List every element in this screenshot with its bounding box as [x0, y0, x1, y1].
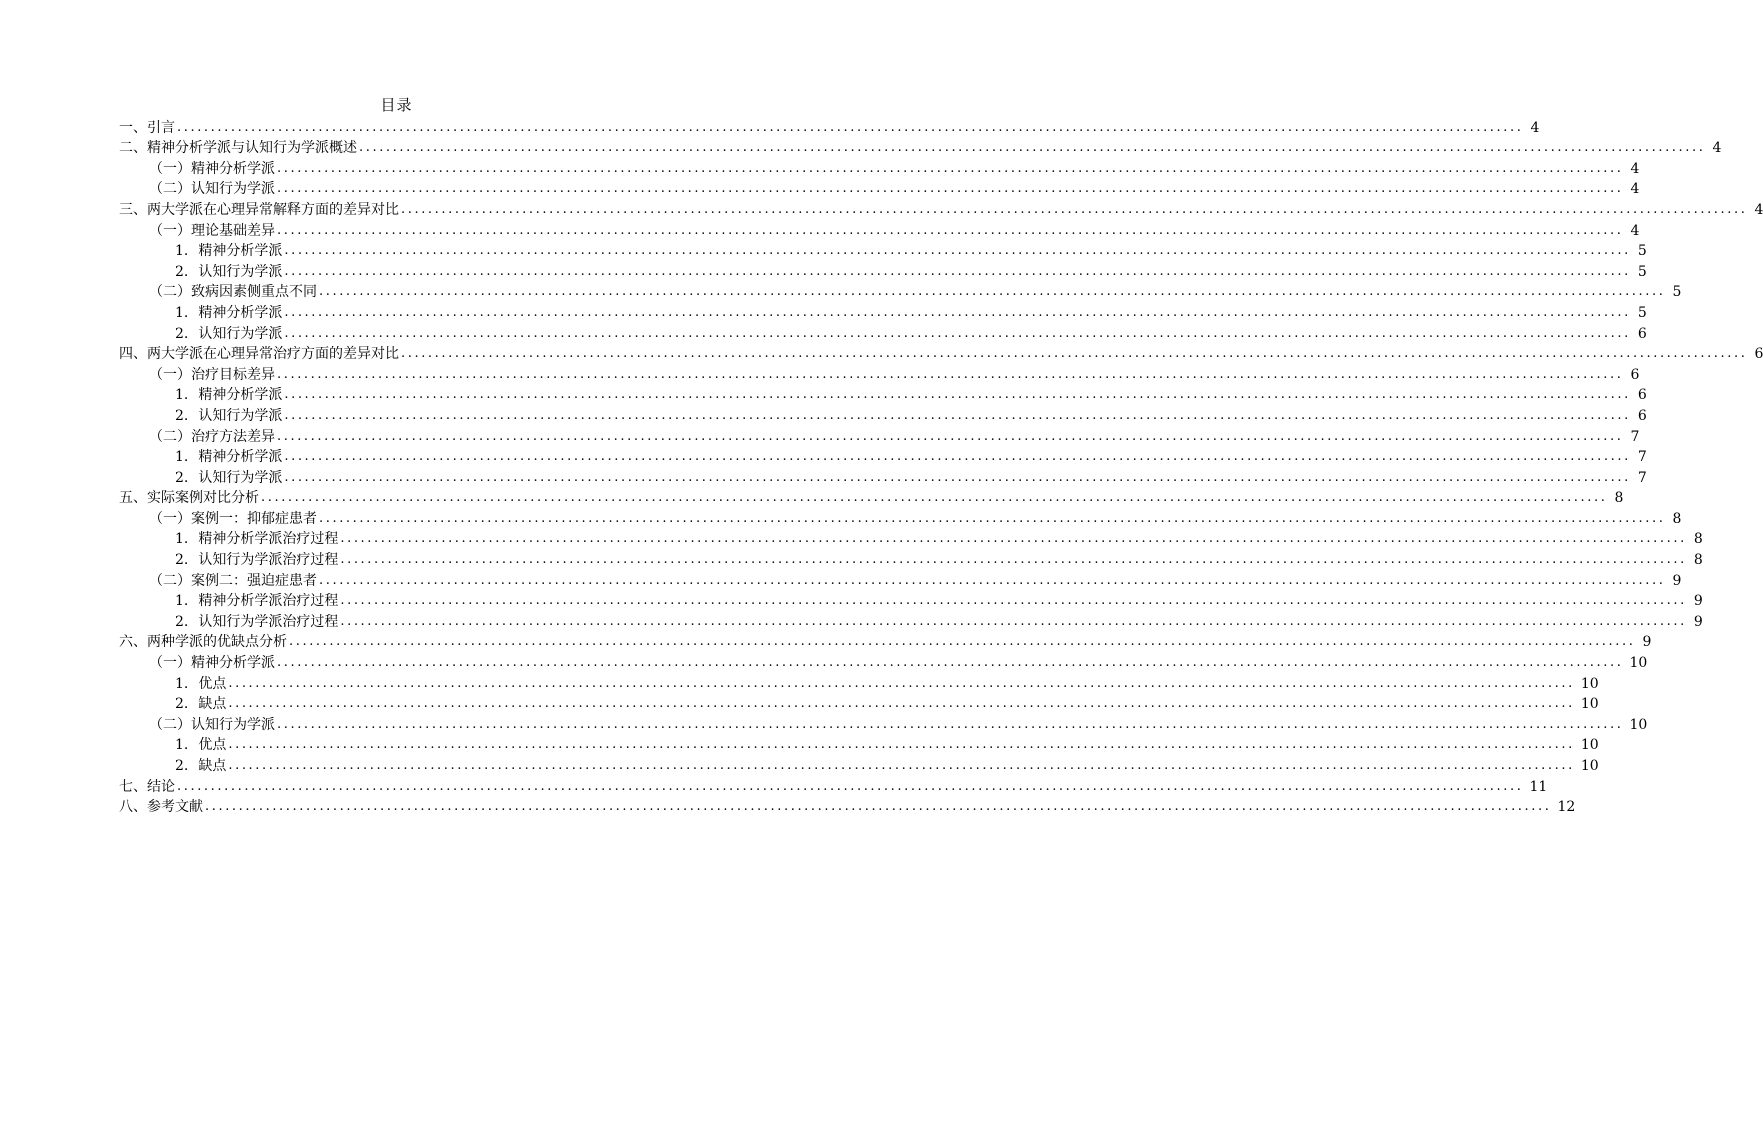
toc-leader-dots: ........................................................................................................................................................................................................ — [205, 799, 1552, 815]
toc-entry-number: 2. — [175, 552, 189, 569]
toc-entry-label: 四、两大学派在心理异常治疗方面的差异对比 — [119, 346, 399, 363]
toc-entry-label: 三、两大学派在心理异常解释方面的差异对比 — [119, 201, 399, 218]
toc-page-number: 5 — [1637, 243, 1647, 260]
toc-entry-label: （二）认知行为学派 — [149, 181, 275, 198]
toc-entry[interactable] — [119, 261, 1647, 282]
toc-entry-text — [175, 674, 226, 694]
toc-entry-label: 一、引言 — [119, 119, 175, 136]
toc-leader-dots: ........................................................................................................................................................................................................ — [340, 552, 1687, 568]
toc-entry[interactable] — [119, 488, 1624, 509]
toc-entry-number: 2. — [175, 613, 189, 630]
toc-entry-number: 1. — [175, 737, 189, 754]
toc-entry-number: 2. — [175, 696, 189, 713]
toc-page-number: 6 — [1630, 366, 1640, 383]
toc-entry-text — [149, 179, 275, 199]
toc-leader-dots: ........................................................................................................................................................................................................ — [228, 737, 1575, 753]
toc-entry-label: （一）精神分析学派 — [149, 160, 275, 177]
toc-entry[interactable] — [119, 652, 1648, 673]
toc-page-number: 5 — [1637, 304, 1647, 321]
toc-entry-number: 2. — [175, 758, 189, 774]
toc-entry[interactable] — [119, 714, 1648, 735]
toc-entry-label: 精神分析学派 — [198, 387, 283, 404]
toc-leader-dots: ........................................................................................................................................................................................................ — [284, 449, 1631, 465]
toc-entry[interactable] — [119, 591, 1703, 612]
toc-entry[interactable] — [119, 694, 1599, 715]
toc-leader-dots: ........................................................................................................................................................................................................ — [177, 119, 1524, 135]
table-of-contents — [119, 117, 1763, 817]
toc-page-number: 9 — [1693, 593, 1703, 610]
toc-entry-label: 五、实际案例对比分析 — [119, 490, 259, 507]
toc-entry-label: 认知行为学派 — [198, 325, 283, 342]
toc-entry[interactable] — [119, 385, 1647, 406]
toc-entry-label: 二、精神分析学派与认知行为学派概述 — [119, 140, 357, 157]
toc-entry-text — [175, 529, 338, 549]
toc-entry[interactable] — [119, 138, 1722, 159]
toc-entry-label: （一）精神分析学派 — [149, 655, 275, 672]
toc-entry-text — [175, 550, 338, 570]
toc-entry-text — [119, 488, 259, 508]
toc-entry[interactable] — [119, 735, 1599, 756]
toc-entry[interactable] — [119, 117, 1540, 138]
toc-page-number: 7 — [1630, 428, 1640, 445]
toc-entry-number: 1. — [175, 387, 189, 404]
toc-entry-text — [149, 159, 275, 179]
toc-entry-number: 2. — [175, 325, 189, 342]
toc-page-number: 4 — [1630, 181, 1640, 198]
toc-entry[interactable] — [119, 797, 1576, 818]
toc-entry-label: 认知行为学派治疗过程 — [198, 613, 339, 630]
toc-entry-label: 六、两种学派的优缺点分析 — [119, 634, 287, 651]
toc-entry[interactable] — [119, 199, 1763, 220]
toc-entry-label: 精神分析学派 — [198, 304, 283, 321]
toc-page-number: 4 — [1754, 201, 1763, 218]
toc-entry-label: （二）案例二：强迫症患者 — [149, 572, 317, 589]
toc-entry-text — [149, 715, 275, 735]
toc-entry[interactable] — [119, 508, 1682, 529]
toc-entry-text — [119, 344, 399, 364]
toc-entry-label: 优点 — [198, 737, 227, 754]
toc-page-number: 12 — [1557, 799, 1576, 816]
toc-entry[interactable] — [119, 426, 1640, 447]
toc-page-number: 4 — [1630, 160, 1640, 177]
toc-page-number: 4 — [1630, 222, 1640, 239]
toc-entry[interactable] — [119, 570, 1682, 591]
toc-leader-dots: ........................................................................................................................................................................................................ — [401, 201, 1748, 217]
toc-entry-label: 精神分析学派治疗过程 — [198, 593, 339, 610]
toc-leader-dots: ........................................................................................................................................................................................................ — [340, 531, 1687, 547]
toc-entry-label: 认知行为学派治疗过程 — [198, 552, 339, 569]
toc-entry[interactable] — [119, 673, 1599, 694]
toc-entry-label: 精神分析学派 — [198, 449, 283, 466]
toc-page-number: 4 — [1530, 119, 1540, 136]
toc-page-number: 5 — [1637, 263, 1647, 280]
toc-entry-text — [149, 509, 317, 529]
toc-leader-dots: ........................................................................................................................................................................................................ — [359, 140, 1706, 156]
toc-entry-number: 1. — [175, 449, 189, 466]
toc-entry-number: 2. — [175, 469, 189, 486]
toc-entry-label: 缺点 — [198, 696, 227, 713]
toc-leader-dots: ........................................................................................................................................................................................................ — [319, 572, 1666, 588]
toc-entry-text — [175, 735, 226, 755]
toc-page-number: 9 — [1642, 634, 1652, 651]
toc-entry[interactable] — [119, 405, 1647, 426]
toc-page-number: 6 — [1637, 387, 1647, 404]
toc-entry[interactable] — [119, 776, 1548, 797]
toc-entry-label: （二）致病因素侧重点不同 — [149, 284, 317, 301]
toc-entry[interactable] — [119, 179, 1640, 200]
toc-entry-text — [175, 262, 282, 282]
toc-entry-text — [175, 694, 226, 714]
toc-entry[interactable] — [119, 241, 1647, 262]
toc-entry-text — [119, 138, 357, 158]
toc-page-number: 4 — [1712, 140, 1722, 157]
toc-entry[interactable] — [119, 447, 1647, 468]
toc-page-number: 10 — [1580, 758, 1599, 774]
toc-entry-text — [149, 653, 275, 673]
toc-leader-dots: ........................................................................................................................................................................................................ — [177, 778, 1524, 794]
toc-entry-text — [175, 324, 282, 344]
toc-entry-text — [149, 365, 275, 385]
toc-leader-dots: ........................................................................................................................................................................................................ — [289, 634, 1636, 650]
toc-entry-text — [149, 221, 275, 241]
toc-entry-label: 认知行为学派 — [198, 407, 283, 424]
toc-leader-dots: ........................................................................................................................................................................................................ — [284, 243, 1631, 259]
toc-leader-dots: ........................................................................................................................................................................................................ — [277, 181, 1624, 197]
toc-entry-text — [149, 282, 317, 302]
toc-entry-text — [175, 447, 282, 467]
toc-entry-label: （一）理论基础差异 — [149, 222, 275, 239]
toc-entry[interactable] — [119, 611, 1703, 632]
toc-leader-dots: ........................................................................................................................................................................................................ — [277, 428, 1624, 444]
toc-entry[interactable] — [119, 220, 1640, 241]
toc-entry-text — [175, 385, 282, 405]
toc-page-number: 6 — [1637, 325, 1647, 342]
toc-entry-text — [119, 797, 203, 817]
toc-page-number: 7 — [1637, 469, 1647, 486]
toc-entry-text — [175, 591, 338, 611]
toc-entry-label: （二）治疗方法差异 — [149, 428, 275, 445]
toc-entry-label: （二）认知行为学派 — [149, 716, 275, 733]
toc-entry-number: 1. — [175, 531, 189, 548]
toc-entry-label: 八、参考文献 — [119, 799, 203, 816]
toc-entry[interactable] — [119, 755, 1599, 776]
toc-entry-label: 缺点 — [198, 758, 227, 774]
toc-page-number: 10 — [1580, 737, 1599, 754]
toc-entry-text — [119, 777, 175, 797]
toc-leader-dots: ........................................................................................................................................................................................................ — [228, 675, 1575, 691]
toc-entry[interactable] — [119, 632, 1652, 653]
toc-entry-text — [119, 632, 287, 652]
toc-leader-dots: ........................................................................................................................................................................................................ — [228, 758, 1575, 773]
toc-page-number: 6 — [1637, 407, 1647, 424]
toc-page-number: 6 — [1754, 346, 1763, 363]
toc-entry[interactable] — [119, 158, 1640, 179]
toc-leader-dots: ........................................................................................................................................................................................................ — [277, 160, 1624, 176]
toc-page-number: 5 — [1672, 284, 1682, 301]
toc-page-number: 10 — [1629, 716, 1648, 733]
toc-leader-dots: ........................................................................................................................................................................................................ — [284, 263, 1631, 279]
toc-entry-text — [119, 200, 399, 220]
toc-leader-dots: ........................................................................................................................................................................................................ — [340, 593, 1687, 609]
toc-entry-number: 2. — [175, 263, 189, 280]
toc-entry-number: 2. — [175, 407, 189, 424]
toc-entry[interactable] — [119, 529, 1703, 550]
toc-entry[interactable] — [119, 282, 1682, 303]
toc-entry-text — [175, 406, 282, 426]
toc-entry[interactable] — [119, 364, 1640, 385]
toc-entry[interactable] — [119, 549, 1703, 570]
toc-leader-dots: ........................................................................................................................................................................................................ — [277, 655, 1624, 671]
toc-leader-dots: ........................................................................................................................................................................................................ — [319, 510, 1666, 526]
toc-entry-text — [175, 241, 282, 261]
toc-entry-label: 认知行为学派 — [198, 469, 283, 486]
toc-entry-label: 七、结论 — [119, 778, 175, 795]
toc-entry-number: 1. — [175, 304, 189, 321]
toc-leader-dots: ........................................................................................................................................................................................................ — [340, 613, 1687, 629]
toc-page-number: 8 — [1672, 510, 1682, 527]
toc-page-number: 10 — [1580, 675, 1599, 692]
toc-entry[interactable] — [119, 323, 1647, 344]
toc-entry-label: 认知行为学派 — [198, 263, 283, 280]
toc-entry[interactable] — [119, 344, 1763, 365]
toc-leader-dots: ........................................................................................................................................................................................................ — [228, 696, 1575, 712]
toc-leader-dots: ........................................................................................................................................................................................................ — [277, 366, 1624, 382]
toc-leader-dots: ........................................................................................................................................................................................................ — [277, 222, 1624, 238]
toc-leader-dots: ........................................................................................................................................................................................................ — [284, 407, 1631, 423]
toc-page-number: 9 — [1672, 572, 1682, 589]
toc-entry-text — [175, 612, 338, 632]
toc-leader-dots: ........................................................................................................................................................................................................ — [261, 490, 1608, 506]
toc-page-number: 11 — [1529, 778, 1548, 795]
toc-entry-label: 精神分析学派治疗过程 — [198, 531, 339, 548]
toc-leader-dots: ........................................................................................................................................................................................................ — [401, 346, 1748, 362]
toc-page-number: 7 — [1637, 449, 1647, 466]
toc-leader-dots: ........................................................................................................................................................................................................ — [284, 387, 1631, 403]
toc-entry-text — [119, 118, 175, 138]
toc-page-number: 8 — [1693, 531, 1703, 548]
toc-page-number: 10 — [1580, 696, 1599, 713]
toc-entry-label: 优点 — [198, 675, 227, 692]
toc-entry-label: （一）治疗目标差异 — [149, 366, 275, 383]
toc-entry-text — [149, 571, 317, 591]
toc-leader-dots: ........................................................................................................................................................................................................ — [319, 284, 1666, 300]
toc-entry-label: 精神分析学派 — [198, 243, 283, 260]
toc-entry[interactable] — [119, 467, 1647, 488]
toc-page-number: 10 — [1629, 655, 1648, 672]
toc-entry-text — [175, 303, 282, 323]
toc-entry-number: 1. — [175, 243, 189, 260]
toc-entry-text — [175, 468, 282, 488]
toc-entry-label: （一）案例一：抑郁症患者 — [149, 510, 317, 527]
toc-entry-number: 1. — [175, 675, 189, 692]
toc-entry[interactable] — [119, 302, 1647, 323]
toc-entry-text — [149, 427, 275, 447]
toc-leader-dots: ........................................................................................................................................................................................................ — [284, 304, 1631, 320]
toc-page-number: 8 — [1614, 490, 1624, 507]
toc-entry-text — [175, 756, 226, 776]
toc-page-number: 9 — [1693, 613, 1703, 630]
toc-leader-dots: ........................................................................................................................................................................................................ — [277, 716, 1624, 732]
toc-leader-dots: ........................................................................................................................................................................................................ — [284, 469, 1631, 485]
toc-leader-dots: ........................................................................................................................................................................................................ — [284, 325, 1631, 341]
toc-page-number: 8 — [1693, 552, 1703, 569]
toc-title: 目录 — [380, 96, 413, 114]
toc-entry-number: 1. — [175, 593, 189, 610]
